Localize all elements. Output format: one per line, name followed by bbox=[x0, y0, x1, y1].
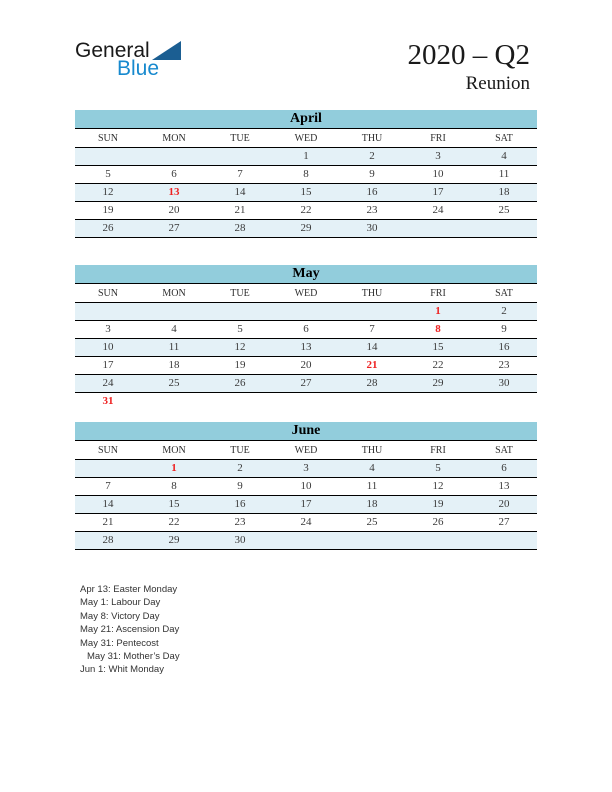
date-cell: 25 bbox=[168, 377, 180, 389]
date-cell: 16 bbox=[234, 498, 246, 510]
date-cell: 20 bbox=[300, 359, 312, 371]
date-cell bbox=[141, 393, 207, 411]
date-cell: 2 bbox=[237, 462, 243, 474]
date-cell: 10 bbox=[300, 480, 312, 492]
date-cell bbox=[207, 148, 273, 165]
date-cell: 15 bbox=[300, 186, 312, 198]
week-row bbox=[75, 202, 537, 220]
date-cell bbox=[75, 148, 141, 165]
date-cell: 10 bbox=[102, 341, 114, 353]
date-cell bbox=[141, 303, 207, 320]
date-cell: 6 bbox=[171, 168, 177, 180]
week-row bbox=[75, 357, 537, 375]
date-cell bbox=[471, 220, 537, 237]
date-cell: 4 bbox=[171, 323, 177, 335]
date-cell bbox=[141, 148, 207, 165]
holiday-list bbox=[80, 583, 180, 677]
date-cell: 12 bbox=[432, 480, 444, 492]
day-header-cell: TUE bbox=[230, 288, 250, 299]
date-cell: 24 bbox=[300, 516, 312, 528]
day-header-cell: FRI bbox=[430, 445, 446, 456]
date-cell: 22 bbox=[432, 359, 444, 371]
date-cell: 4 bbox=[501, 150, 507, 162]
date-cell: 11 bbox=[168, 341, 180, 353]
day-header-cell: SUN bbox=[97, 288, 118, 299]
week-row bbox=[75, 478, 537, 496]
date-cell: 30 bbox=[234, 534, 246, 546]
date-cell: 19 bbox=[432, 498, 444, 510]
date-cell: 16 bbox=[366, 186, 378, 198]
day-header-row bbox=[75, 441, 537, 460]
date-cell: 28 bbox=[366, 377, 378, 389]
date-cell bbox=[207, 393, 273, 411]
date-cell bbox=[273, 532, 339, 549]
page-title-block bbox=[408, 38, 530, 96]
week-row bbox=[75, 303, 537, 321]
date-cell: 21 bbox=[102, 516, 114, 528]
date-cell-holiday: 1 bbox=[435, 305, 441, 317]
date-cell: 3 bbox=[303, 462, 309, 474]
date-cell bbox=[339, 303, 405, 320]
week-row bbox=[75, 339, 537, 357]
date-cell: 6 bbox=[303, 323, 309, 335]
date-cell: 7 bbox=[369, 323, 375, 335]
date-cell: 28 bbox=[102, 534, 114, 546]
date-cell: 20 bbox=[498, 498, 510, 510]
date-cell: 18 bbox=[168, 359, 180, 371]
calendar-month-june bbox=[75, 422, 537, 550]
date-cell: 4 bbox=[369, 462, 375, 474]
date-cell bbox=[471, 393, 537, 411]
day-header-cell: FRI bbox=[430, 288, 446, 299]
date-cell: 5 bbox=[105, 168, 111, 180]
date-cell: 19 bbox=[102, 204, 114, 216]
month-title-bar bbox=[75, 265, 537, 284]
date-cell bbox=[273, 393, 339, 411]
page-subtitle-region: Reunion bbox=[465, 73, 530, 94]
date-cell: 30 bbox=[366, 222, 378, 234]
holiday-list-item: May 31: Mother’s Day bbox=[87, 651, 180, 663]
date-cell: 14 bbox=[234, 186, 246, 198]
date-cell: 26 bbox=[102, 222, 114, 234]
date-cell-holiday: 21 bbox=[366, 359, 378, 371]
date-cell: 27 bbox=[300, 377, 312, 389]
day-header-cell: MON bbox=[162, 445, 186, 456]
date-cell bbox=[405, 393, 471, 411]
date-cell: 11 bbox=[366, 480, 378, 492]
date-cell: 22 bbox=[300, 204, 312, 216]
day-header-row bbox=[75, 129, 537, 148]
date-cell-holiday: 13 bbox=[168, 186, 180, 198]
date-cell: 12 bbox=[234, 341, 246, 353]
holiday-list-item: May 1: Labour Day bbox=[80, 597, 161, 609]
date-cell: 9 bbox=[237, 480, 243, 492]
date-cell bbox=[75, 460, 141, 477]
day-header-cell: THU bbox=[361, 288, 383, 299]
week-row bbox=[75, 166, 537, 184]
date-cell: 20 bbox=[168, 204, 180, 216]
month-title: June bbox=[291, 423, 321, 438]
logo-word-general: General bbox=[75, 39, 150, 62]
day-header-cell: TUE bbox=[230, 133, 250, 144]
holiday-list-item: Jun 1: Whit Monday bbox=[80, 664, 164, 676]
date-cell: 25 bbox=[366, 516, 378, 528]
date-cell: 15 bbox=[432, 341, 444, 353]
day-header-cell: MON bbox=[162, 133, 186, 144]
month-title: April bbox=[290, 111, 322, 126]
logo-word-blue: Blue bbox=[117, 57, 160, 80]
date-cell: 25 bbox=[498, 204, 510, 216]
date-cell: 15 bbox=[168, 498, 180, 510]
holiday-list-item: May 31: Pentecost bbox=[80, 637, 159, 649]
date-cell: 2 bbox=[501, 305, 507, 317]
date-cell: 1 bbox=[303, 150, 309, 162]
week-row bbox=[75, 375, 537, 393]
day-header-cell: WED bbox=[294, 288, 318, 299]
date-cell-holiday: 1 bbox=[171, 462, 177, 474]
date-cell: 13 bbox=[498, 480, 510, 492]
date-cell: 18 bbox=[366, 498, 378, 510]
general-blue-logo bbox=[75, 40, 195, 88]
date-cell: 9 bbox=[369, 168, 375, 180]
calendar-month-april bbox=[75, 110, 537, 238]
date-cell: 9 bbox=[501, 323, 507, 335]
month-title: May bbox=[292, 266, 320, 281]
date-cell: 6 bbox=[501, 462, 507, 474]
date-cell bbox=[339, 393, 405, 411]
date-cell: 27 bbox=[168, 222, 180, 234]
date-cell: 16 bbox=[498, 341, 510, 353]
date-cell: 17 bbox=[300, 498, 312, 510]
date-cell bbox=[207, 303, 273, 320]
week-row bbox=[75, 220, 537, 238]
day-header-cell: SAT bbox=[495, 445, 513, 456]
month-title-bar bbox=[75, 422, 537, 441]
week-row bbox=[75, 321, 537, 339]
day-header-row bbox=[75, 284, 537, 303]
date-cell: 5 bbox=[237, 323, 243, 335]
date-cell: 22 bbox=[168, 516, 180, 528]
date-cell-holiday: 31 bbox=[102, 395, 114, 407]
date-cell: 21 bbox=[234, 204, 246, 216]
date-cell: 18 bbox=[498, 186, 510, 198]
date-cell: 10 bbox=[432, 168, 444, 180]
day-header-cell: WED bbox=[294, 133, 318, 144]
date-cell: 29 bbox=[432, 377, 444, 389]
date-cell bbox=[405, 220, 471, 237]
week-row bbox=[75, 148, 537, 166]
week-row bbox=[75, 184, 537, 202]
holiday-list-item: Apr 13: Easter Monday bbox=[80, 584, 178, 595]
week-row bbox=[75, 393, 537, 411]
date-cell bbox=[471, 532, 537, 549]
date-cell: 12 bbox=[102, 186, 114, 198]
date-cell: 14 bbox=[366, 341, 378, 353]
week-row bbox=[75, 496, 537, 514]
date-cell: 29 bbox=[168, 534, 180, 546]
week-row bbox=[75, 532, 537, 550]
date-cell: 27 bbox=[498, 516, 510, 528]
date-cell: 19 bbox=[234, 359, 246, 371]
date-cell bbox=[75, 303, 141, 320]
date-cell: 28 bbox=[234, 222, 246, 234]
day-header-cell: THU bbox=[361, 133, 383, 144]
date-cell-holiday: 8 bbox=[435, 323, 441, 335]
day-header-cell: FRI bbox=[430, 133, 446, 144]
day-header-cell: SAT bbox=[495, 288, 513, 299]
day-header-cell: SAT bbox=[495, 133, 513, 144]
date-cell: 23 bbox=[234, 516, 246, 528]
date-cell bbox=[339, 532, 405, 549]
date-cell: 23 bbox=[366, 204, 378, 216]
date-cell: 5 bbox=[435, 462, 441, 474]
date-cell: 7 bbox=[237, 168, 243, 180]
day-header-cell: TUE bbox=[230, 445, 250, 456]
day-header-cell: WED bbox=[294, 445, 318, 456]
date-cell: 8 bbox=[303, 168, 309, 180]
date-cell: 24 bbox=[432, 204, 444, 216]
date-cell: 14 bbox=[102, 498, 114, 510]
date-cell: 13 bbox=[300, 341, 312, 353]
week-row bbox=[75, 514, 537, 532]
date-cell: 11 bbox=[498, 168, 510, 180]
day-header-cell: MON bbox=[162, 288, 186, 299]
date-cell bbox=[273, 303, 339, 320]
date-cell: 26 bbox=[234, 377, 246, 389]
holiday-list-item: May 8: Victory Day bbox=[80, 610, 160, 622]
holiday-list-item: May 21: Ascension Day bbox=[80, 624, 180, 636]
date-cell: 26 bbox=[432, 516, 444, 528]
date-cell: 7 bbox=[105, 480, 111, 492]
date-cell: 29 bbox=[300, 222, 312, 234]
date-cell bbox=[405, 532, 471, 549]
date-cell: 17 bbox=[102, 359, 114, 371]
day-header-cell: SUN bbox=[97, 133, 118, 144]
date-cell: 30 bbox=[498, 377, 510, 389]
day-header-cell: THU bbox=[361, 445, 383, 456]
date-cell: 23 bbox=[498, 359, 510, 371]
date-cell: 3 bbox=[105, 323, 111, 335]
date-cell: 17 bbox=[432, 186, 444, 198]
date-cell: 8 bbox=[171, 480, 177, 492]
week-row bbox=[75, 460, 537, 478]
date-cell: 24 bbox=[102, 377, 114, 389]
page-title: 2020 – Q2 bbox=[407, 39, 530, 71]
date-cell: 3 bbox=[435, 150, 441, 162]
calendar-month-may bbox=[75, 265, 537, 411]
day-header-cell: SUN bbox=[97, 445, 118, 456]
month-title-bar bbox=[75, 110, 537, 129]
date-cell: 2 bbox=[369, 150, 375, 162]
